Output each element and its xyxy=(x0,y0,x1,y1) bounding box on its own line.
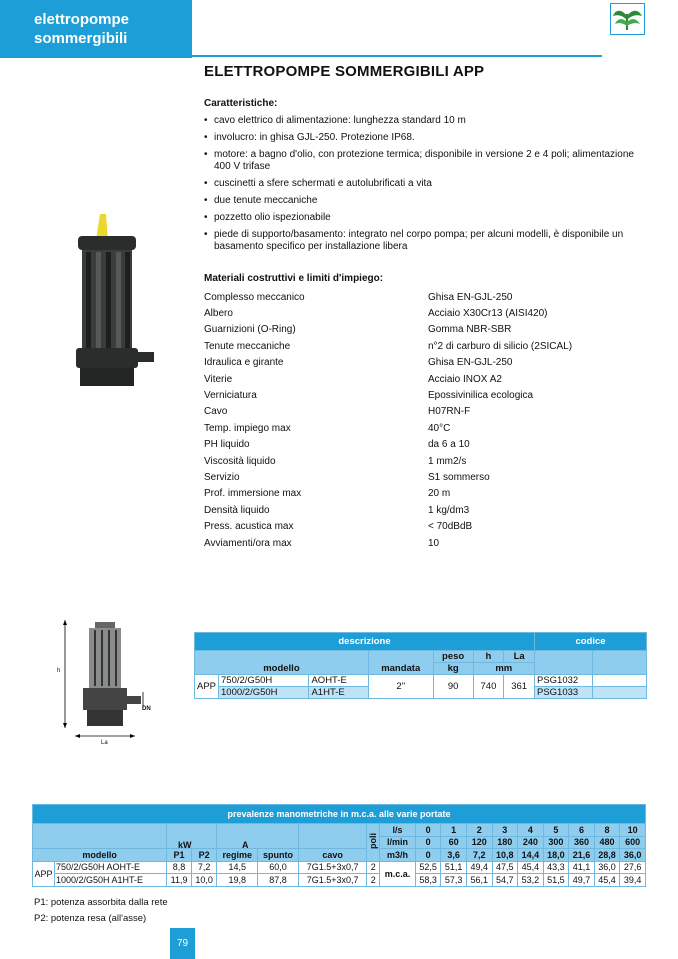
material-label: Viscosità liquido xyxy=(204,455,276,467)
blank-header xyxy=(217,824,299,849)
flow-value: 7,2 xyxy=(466,849,492,862)
material-label: Verniciatura xyxy=(204,390,257,402)
code-cell: PSG1032 xyxy=(535,675,593,687)
dimension-drawing xyxy=(55,618,165,753)
flow-value: 28,8 xyxy=(594,849,620,862)
flow-value: 5 xyxy=(543,824,569,837)
material-row xyxy=(204,338,644,354)
material-row xyxy=(204,420,644,436)
table-row xyxy=(33,874,646,887)
blank-header xyxy=(299,824,367,849)
material-row xyxy=(204,535,644,551)
dim-la-label: La xyxy=(101,740,108,746)
head-value: 47,5 xyxy=(492,861,518,874)
materials-section xyxy=(204,273,644,551)
material-row xyxy=(204,305,644,321)
feature-item: • due tenute meccaniche xyxy=(204,195,644,207)
spunto-header: spunto xyxy=(257,849,298,862)
codice-header: codice xyxy=(535,633,647,651)
material-value: 10 xyxy=(428,537,440,549)
material-value: 1 mm2/s xyxy=(428,455,467,467)
material-row xyxy=(204,486,644,502)
head-value: 45,4 xyxy=(518,861,544,874)
flow-value: 4 xyxy=(518,824,544,837)
material-row xyxy=(204,322,644,338)
flow-value: 18,0 xyxy=(543,849,569,862)
peso-cell: 90 xyxy=(433,675,473,699)
material-row xyxy=(204,289,644,305)
modello-header: modello xyxy=(33,849,167,862)
material-value: H07RN-F xyxy=(428,406,471,418)
head-value: 36,0 xyxy=(594,861,620,874)
head-value: 51,5 xyxy=(543,874,569,887)
material-value: S1 sommerso xyxy=(428,471,490,483)
head-value: 51,1 xyxy=(441,861,467,874)
la-header: La xyxy=(504,651,535,663)
mandata-header: mandata xyxy=(368,651,433,675)
flow-value: 240 xyxy=(518,836,544,849)
head-value: 52,5 xyxy=(415,861,441,874)
flow-value: 360 xyxy=(569,836,595,849)
table-row xyxy=(33,861,646,874)
flow-value: 14,4 xyxy=(518,849,544,862)
material-row xyxy=(204,371,644,387)
regime-cell: 19,8 xyxy=(217,874,257,887)
flow-value: 180 xyxy=(492,836,518,849)
footnote-p2: P2: potenza resa (all'asse) xyxy=(34,913,147,924)
kw-header: kW xyxy=(178,840,192,850)
flow-value: 21,6 xyxy=(569,849,595,862)
p1-cell: 11,9 xyxy=(167,874,192,887)
flow-title-row xyxy=(33,805,646,824)
material-label: Temp. impiego max xyxy=(204,422,291,434)
flow-value: 60 xyxy=(441,836,467,849)
feature-item: • cavo elettrico di alimentazione: lunghezza standard 10 m xyxy=(204,115,644,127)
material-label: Guarnizioni (O-Ring) xyxy=(204,324,296,336)
features-heading: Caratteristiche: xyxy=(204,98,278,109)
flow-title: prevalenze manometriche in m.c.a. alle varie portate xyxy=(33,805,646,824)
category-line-1: elettropompe xyxy=(34,11,130,28)
flow-value: 0 xyxy=(415,836,441,849)
material-label: Prof. immersione max xyxy=(204,488,302,500)
flow-table xyxy=(32,804,646,887)
series-cell: APP xyxy=(33,861,55,886)
material-value: Epossivinilica ecologica xyxy=(428,390,534,402)
p1-header: P1 xyxy=(167,849,192,862)
p2-cell: 10,0 xyxy=(191,874,217,887)
material-value: 1 kg/dm3 xyxy=(428,504,470,516)
flow-value: 6 xyxy=(569,824,595,837)
regime-header: regime xyxy=(217,849,257,862)
material-label: Densità liquido xyxy=(204,504,270,516)
mm-header: mm xyxy=(473,663,534,675)
head-value: 49,7 xyxy=(569,874,595,887)
flow-value: 1 xyxy=(441,824,467,837)
p1-cell: 8,8 xyxy=(167,861,192,874)
footnote-p1: P1: potenza assorbita dalla rete xyxy=(34,897,168,908)
flow-value: 8 xyxy=(594,824,620,837)
head-value: 57,3 xyxy=(441,874,467,887)
material-label: Cavo xyxy=(204,406,228,418)
header-rule xyxy=(192,55,602,57)
green-leaf-logo-icon xyxy=(610,3,645,35)
head-value: 53,2 xyxy=(518,874,544,887)
feature-item: • involucro: in ghisa GJL-250. Protezione IP68. xyxy=(204,132,644,144)
head-value: 58,3 xyxy=(415,874,441,887)
flow-value: 10,8 xyxy=(492,849,518,862)
category-line-2: sommergibili xyxy=(34,30,128,47)
type-cell: A1HT-E xyxy=(309,687,368,699)
modello-header: modello xyxy=(195,651,369,675)
material-value: 40°C xyxy=(428,422,451,434)
unit-m3h: m3/h xyxy=(380,849,416,862)
flow-value: 0 xyxy=(415,824,441,837)
flow-value: 120 xyxy=(466,836,492,849)
material-row xyxy=(204,469,644,485)
flow-value: 0 xyxy=(415,849,441,862)
model-cell: 750/2/G50H AOHT-E xyxy=(55,861,167,874)
material-row xyxy=(204,437,644,453)
p2-header: P2 xyxy=(191,849,217,862)
material-value: Gomma NBR-SBR xyxy=(428,324,512,336)
code-header-blank xyxy=(593,651,647,675)
head-value: 54,7 xyxy=(492,874,518,887)
material-label: Avviamenti/ora max xyxy=(204,537,292,549)
cavo-cell: 7G1.5+3x0,7 xyxy=(299,861,367,874)
blank-header xyxy=(33,824,167,849)
spec-table xyxy=(194,632,647,699)
head-value: 56,1 xyxy=(466,874,492,887)
code-header-blank xyxy=(535,651,593,675)
material-value: da 6 a 10 xyxy=(428,439,470,451)
flow-value: 300 xyxy=(543,836,569,849)
material-value: n°2 di carburo di silicio (2SICAL) xyxy=(428,340,573,352)
poli-label: poli xyxy=(368,833,379,850)
kg-header: kg xyxy=(433,663,473,675)
flow-value: 2 xyxy=(466,824,492,837)
material-row xyxy=(204,355,644,371)
h-header: h xyxy=(473,651,504,663)
unit-ls: l/s xyxy=(380,824,416,837)
la-cell: 361 xyxy=(504,675,535,699)
poli-cell: 2 xyxy=(367,874,380,887)
material-label: Servizio xyxy=(204,471,240,483)
head-value: 43,3 xyxy=(543,861,569,874)
material-row xyxy=(204,518,644,534)
head-value: 27,6 xyxy=(620,861,646,874)
head-value: 49,4 xyxy=(466,861,492,874)
features-section xyxy=(204,98,644,258)
category-tab xyxy=(0,0,192,58)
material-value: Acciaio INOX A2 xyxy=(428,373,502,385)
feature-item: • cuscinetti a sfere schermati e autolubrificati a vita xyxy=(204,178,644,190)
cavo-cell: 7G1.5+3x0,7 xyxy=(299,874,367,887)
material-value: 20 m xyxy=(428,488,451,500)
material-label: Complesso meccanico xyxy=(204,291,305,303)
material-value: < 70dBdB xyxy=(428,521,473,533)
model-cell: 1000/2/G50H A1HT-E xyxy=(55,874,167,887)
feature-item: • piede di supporto/basamento: integrato nel corpo pompa; per alcuni modelli, è disponibile un basamento specifico per installazione libera xyxy=(204,229,644,253)
feature-item: • pozzetto olio ispezionabile xyxy=(204,212,644,224)
material-row xyxy=(204,453,644,469)
flow-header-row xyxy=(33,849,646,862)
poli-header xyxy=(367,824,380,862)
p2-cell: 7,2 xyxy=(191,861,217,874)
h-cell: 740 xyxy=(473,675,504,699)
material-label: Press. acustica max xyxy=(204,521,294,533)
material-label: Idraulica e girante xyxy=(204,357,284,369)
code-blank-cell xyxy=(593,675,647,687)
head-value: 41,1 xyxy=(569,861,595,874)
material-row xyxy=(204,502,644,518)
material-label: Tenute meccaniche xyxy=(204,340,291,352)
code-blank-cell xyxy=(593,687,647,699)
dim-dn-label: DN xyxy=(142,706,151,712)
spunto-cell: 60,0 xyxy=(257,861,298,874)
material-value: Ghisa EN-GJL-250 xyxy=(428,357,513,369)
page-number: 79 xyxy=(170,928,195,959)
flow-value: 600 xyxy=(620,836,646,849)
materials-heading: Materiali costruttivi e limiti d'impiego: xyxy=(204,273,384,284)
material-value: Ghisa EN-GJL-250 xyxy=(428,291,513,303)
flow-value: 10 xyxy=(620,824,646,837)
material-row xyxy=(204,387,644,403)
material-label: Viterie xyxy=(204,373,233,385)
regime-cell: 14,5 xyxy=(217,861,257,874)
poli-cell: 2 xyxy=(367,861,380,874)
type-cell: AOHT-E xyxy=(309,675,368,687)
spec-header-row xyxy=(195,633,647,651)
flow-value: 36,0 xyxy=(620,849,646,862)
mandata-cell: 2" xyxy=(368,675,433,699)
a-header: A xyxy=(242,840,249,850)
peso-header: peso xyxy=(433,651,473,663)
model-cell: 1000/2/G50H xyxy=(219,687,309,699)
unit-lmin: l/min xyxy=(380,836,416,849)
spunto-cell: 87,8 xyxy=(257,874,298,887)
material-label: Albero xyxy=(204,308,233,320)
dim-h-label: h xyxy=(57,668,61,674)
flow-value: 3 xyxy=(492,824,518,837)
page-title: ELETTROPOMPE SOMMERGIBILI APP xyxy=(204,63,485,80)
model-cell: 750/2/G50H xyxy=(219,675,309,687)
cavo-header: cavo xyxy=(299,849,367,862)
mca-cell: m.c.a. xyxy=(380,861,416,886)
flow-value: 3,6 xyxy=(441,849,467,862)
material-value: Acciaio X30Cr13 (AISI420) xyxy=(428,308,548,320)
code-cell: PSG1033 xyxy=(535,687,593,699)
descrizione-header: descrizione xyxy=(195,633,535,651)
series-cell: APP xyxy=(195,675,219,699)
feature-item: • motore: a bagno d'olio, con protezione termica; disponibile in versione 2 e 4 poli; alimentazione 400 V trifase xyxy=(204,149,644,173)
spec-subheader-row xyxy=(195,651,647,663)
flow-header-row xyxy=(33,824,646,837)
head-value: 39,4 xyxy=(620,874,646,887)
material-label: PH liquido xyxy=(204,439,250,451)
pump-photo xyxy=(58,212,158,392)
flow-value: 480 xyxy=(594,836,620,849)
head-value: 45,4 xyxy=(594,874,620,887)
table-row xyxy=(195,675,647,687)
material-row xyxy=(204,404,644,420)
